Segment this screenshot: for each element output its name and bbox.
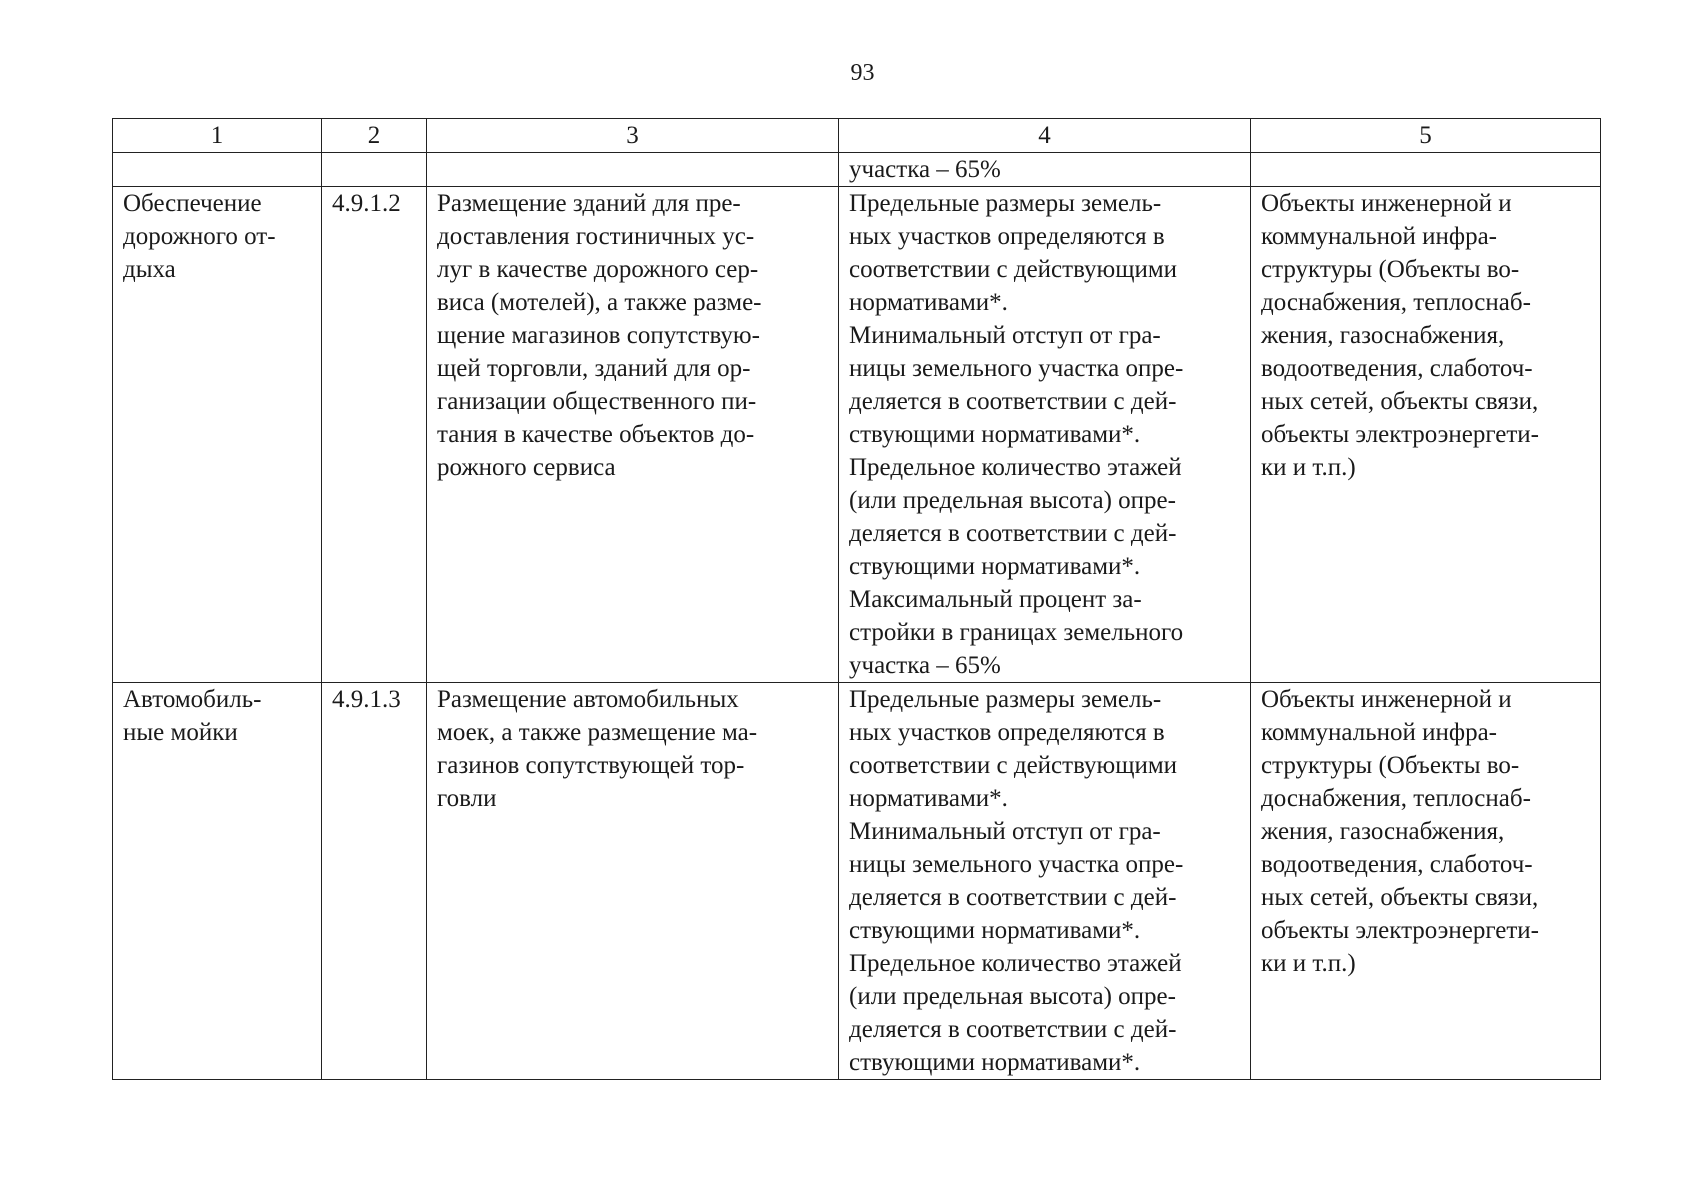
- text-line: Минимальный отступ от гра-: [849, 818, 1161, 845]
- header-cell-5: 5: [1251, 119, 1601, 153]
- text-line: доснабжения, теплоснаб-: [1261, 785, 1531, 812]
- text-line: Предельные размеры земель-: [849, 686, 1162, 713]
- table-row: [113, 187, 1601, 683]
- text-line: деляется в соответствии с дей-: [849, 520, 1177, 547]
- text-line: ные мойки: [123, 719, 238, 746]
- text-line: жения, газоснабжения,: [1261, 818, 1505, 845]
- continuation-cell-1: [113, 153, 322, 187]
- header-cell-2: 2: [322, 119, 427, 153]
- parameters-cell: [839, 187, 1251, 683]
- use-code-cell: 4.9.1.2: [322, 187, 427, 683]
- text-line: нормативами*.: [849, 289, 1008, 316]
- text-line: соответствии с действующими: [849, 752, 1178, 779]
- table-header-row: [113, 119, 1601, 153]
- text-line: Размещение зданий для пре-: [437, 190, 741, 217]
- text-line: ных участков определяются в: [849, 223, 1165, 250]
- text-line: (или предельная высота) опре-: [849, 487, 1176, 514]
- text-line: деляется в соответствии с дей-: [849, 1016, 1177, 1043]
- text-line: соответствии с действующими: [849, 256, 1178, 283]
- text-line: Объекты инженерной и: [1261, 686, 1512, 713]
- text-line: луг в качестве дорожного сер-: [437, 256, 759, 283]
- text-line: Предельное количество этажей: [849, 950, 1182, 977]
- table-row: [113, 683, 1601, 1080]
- text-line: водоотведения, слаботоч-: [1261, 851, 1533, 878]
- text-line: газинов сопутствующей тор-: [437, 752, 745, 779]
- zoning-table: [112, 118, 1601, 1080]
- text-line: деляется в соответствии с дей-: [849, 884, 1177, 911]
- header-cell-4: 4: [839, 119, 1251, 153]
- text-line: щей торговли, зданий для ор-: [437, 355, 751, 382]
- text-line: стройки в границах земельного: [849, 619, 1184, 646]
- text-line: жения, газоснабжения,: [1261, 322, 1505, 349]
- text-line: моек, а также размещение ма-: [437, 719, 758, 746]
- text-line: (или предельная высота) опре-: [849, 983, 1176, 1010]
- use-name-cell: [113, 683, 322, 1080]
- text-line: структуры (Объекты во-: [1261, 752, 1520, 779]
- text-line: дорожного от-: [123, 223, 276, 250]
- continuation-cell-2: [322, 153, 427, 187]
- text-line: рожного сервиса: [437, 454, 616, 481]
- text-line: ных сетей, объекты связи,: [1261, 884, 1539, 911]
- text-line: ки и т.п.): [1261, 454, 1356, 481]
- use-description-cell: [427, 187, 839, 683]
- text-line: ствующими нормативами*.: [849, 553, 1141, 580]
- text-line: ницы земельного участка опре-: [849, 851, 1184, 878]
- text-line: ки и т.п.): [1261, 950, 1356, 977]
- text-line: доставления гостиничных ус-: [437, 223, 755, 250]
- text-line: Предельные размеры земель-: [849, 190, 1162, 217]
- text-line: виса (мотелей), а также разме-: [437, 289, 762, 316]
- use-name-cell: [113, 187, 322, 683]
- text-line: ствующими нормативами*.: [849, 1049, 1141, 1076]
- text-line: доснабжения, теплоснаб-: [1261, 289, 1531, 316]
- auxiliary-uses-cell: [1251, 187, 1601, 683]
- page-number: 93: [850, 60, 875, 86]
- text-line: ствующими нормативами*.: [849, 917, 1141, 944]
- text-line: коммунальной инфра-: [1261, 719, 1497, 746]
- text-line: Минимальный отступ от гра-: [849, 322, 1161, 349]
- text-line: ствующими нормативами*.: [849, 421, 1141, 448]
- text-line: коммунальной инфра-: [1261, 223, 1497, 250]
- text-line: ных сетей, объекты связи,: [1261, 388, 1539, 415]
- text-line: дыха: [123, 256, 176, 283]
- text-line: ганизации общественного пи-: [437, 388, 757, 415]
- text-line: говли: [437, 785, 497, 812]
- text-line: нормативами*.: [849, 785, 1008, 812]
- text-line: Автомобиль-: [123, 686, 262, 713]
- text-line: ных участков определяются в: [849, 719, 1165, 746]
- use-description-cell: [427, 683, 839, 1080]
- text-line: Предельное количество этажей: [849, 454, 1182, 481]
- text-line: Размещение автомобильных: [437, 686, 739, 713]
- continuation-cell-3: [427, 153, 839, 187]
- text-line: Обеспечение: [123, 190, 262, 217]
- text-line: тания в качестве объектов до-: [437, 421, 755, 448]
- text-line: деляется в соответствии с дей-: [849, 388, 1177, 415]
- continuation-row: [113, 153, 1601, 187]
- text-line: ницы земельного участка опре-: [849, 355, 1184, 382]
- text-line: участка – 65%: [849, 652, 1001, 679]
- text-line: объекты электроэнергети-: [1261, 917, 1539, 944]
- text-line: объекты электроэнергети-: [1261, 421, 1539, 448]
- parameters-cell: [839, 683, 1251, 1080]
- continuation-cell-4: участка – 65%: [839, 153, 1251, 187]
- text-line: щение магазинов сопутствую-: [437, 322, 760, 349]
- text-line: Объекты инженерной и: [1261, 190, 1512, 217]
- auxiliary-uses-cell: [1251, 683, 1601, 1080]
- use-code-cell: 4.9.1.3: [322, 683, 427, 1080]
- text-line: структуры (Объекты во-: [1261, 256, 1520, 283]
- continuation-cell-5: [1251, 153, 1601, 187]
- header-cell-3: 3: [427, 119, 839, 153]
- text-line: водоотведения, слаботоч-: [1261, 355, 1533, 382]
- header-cell-1: 1: [113, 119, 322, 153]
- text-line: Максимальный процент за-: [849, 586, 1142, 613]
